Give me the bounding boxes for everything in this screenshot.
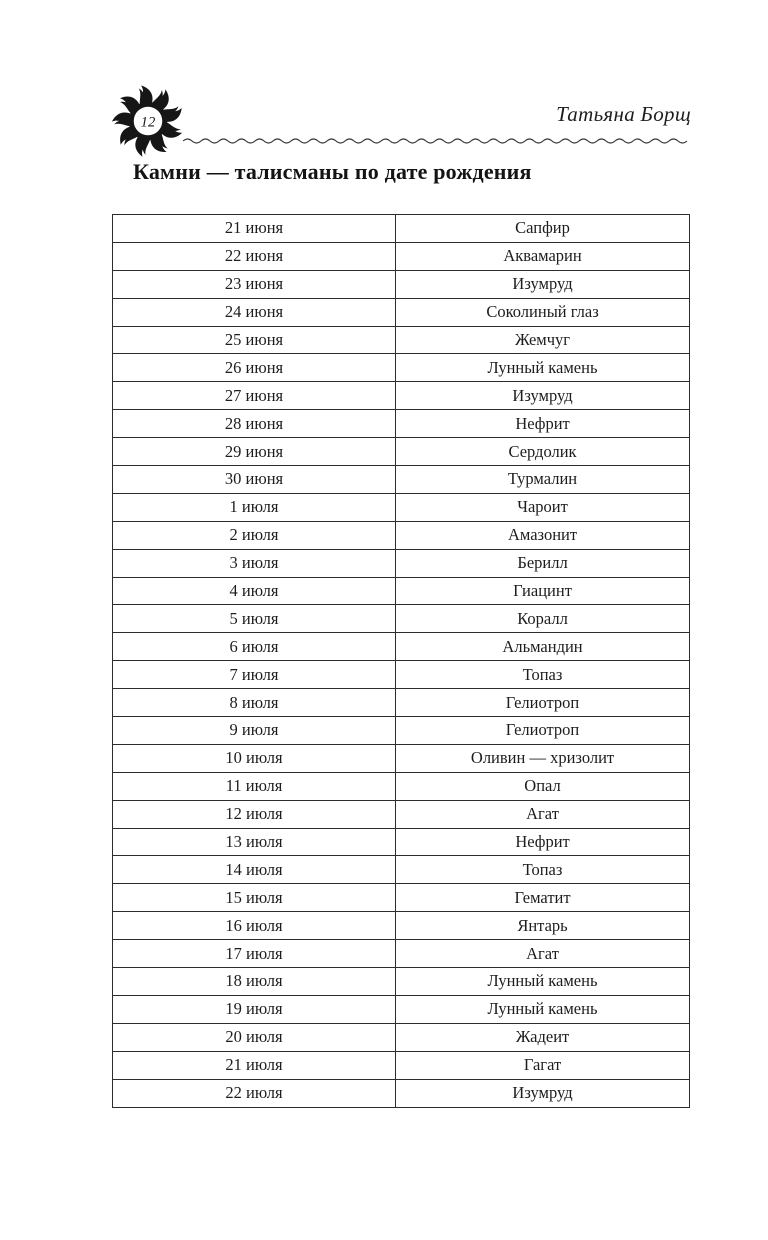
section-title: Камни — талисманы по дате рождения [133, 159, 532, 184]
date-cell: 24 июня [113, 298, 396, 326]
stone-cell: Нефрит [396, 828, 690, 856]
table-row [113, 1079, 690, 1107]
date-cell: 17 июля [113, 940, 396, 968]
page-number: 12 [140, 114, 156, 131]
stone-cell: Топаз [396, 856, 690, 884]
table-row [113, 382, 690, 410]
table-row [113, 744, 690, 772]
stone-cell: Опал [396, 772, 690, 800]
date-cell: 27 июня [113, 382, 396, 410]
date-cell: 9 июля [113, 717, 396, 745]
date-cell: 30 июня [113, 466, 396, 494]
date-cell: 1 июля [113, 493, 396, 521]
stones-table-body [113, 215, 690, 1108]
stone-cell: Лунный камень [396, 354, 690, 382]
stone-cell: Берилл [396, 549, 690, 577]
date-cell: 26 июня [113, 354, 396, 382]
table-row [113, 689, 690, 717]
table-row [113, 884, 690, 912]
wavy-divider [183, 136, 692, 146]
date-cell: 3 июля [113, 549, 396, 577]
table-row [113, 1023, 690, 1051]
stone-cell: Агат [396, 940, 690, 968]
date-cell: 4 июля [113, 577, 396, 605]
table-row [113, 717, 690, 745]
stone-cell: Изумруд [396, 270, 690, 298]
table-row [113, 577, 690, 605]
date-cell: 11 июля [113, 772, 396, 800]
table-row [113, 661, 690, 689]
stone-cell: Чароит [396, 493, 690, 521]
table-row [113, 772, 690, 800]
date-cell: 15 июля [113, 884, 396, 912]
table-row [113, 298, 690, 326]
table-row [113, 242, 690, 270]
table-row [113, 493, 690, 521]
stone-cell: Соколиный глаз [396, 298, 690, 326]
date-cell: 25 июня [113, 326, 396, 354]
stone-cell: Амазонит [396, 521, 690, 549]
stone-cell: Оливин — хризолит [396, 744, 690, 772]
date-cell: 18 июля [113, 968, 396, 996]
stone-cell: Сапфир [396, 215, 690, 243]
table-row [113, 1051, 690, 1079]
date-cell: 8 июля [113, 689, 396, 717]
stone-cell: Гелиотроп [396, 689, 690, 717]
table-row [113, 968, 690, 996]
table-row [113, 326, 690, 354]
date-cell: 29 июня [113, 438, 396, 466]
table-row [113, 605, 690, 633]
stone-cell: Гелиотроп [396, 717, 690, 745]
date-cell: 20 июля [113, 1023, 396, 1051]
stone-cell: Топаз [396, 661, 690, 689]
date-cell: 10 июля [113, 744, 396, 772]
date-cell: 21 июня [113, 215, 396, 243]
table-row [113, 354, 690, 382]
date-cell: 21 июля [113, 1051, 396, 1079]
date-cell: 7 июля [113, 661, 396, 689]
table-row [113, 995, 690, 1023]
date-cell: 2 июля [113, 521, 396, 549]
date-cell: 22 июня [113, 242, 396, 270]
stone-cell: Янтарь [396, 912, 690, 940]
table-row [113, 828, 690, 856]
stone-cell: Изумруд [396, 1079, 690, 1107]
date-cell: 19 июля [113, 995, 396, 1023]
stone-cell: Агат [396, 800, 690, 828]
stone-cell: Сердолик [396, 438, 690, 466]
stone-cell: Гиацинт [396, 577, 690, 605]
table-row [113, 912, 690, 940]
stone-cell: Альмандин [396, 633, 690, 661]
table-row [113, 856, 690, 884]
table-row [113, 633, 690, 661]
date-cell: 16 июля [113, 912, 396, 940]
stone-cell: Турмалин [396, 466, 690, 494]
date-cell: 12 июля [113, 800, 396, 828]
stone-cell: Гагат [396, 1051, 690, 1079]
table-row [113, 466, 690, 494]
stone-cell: Нефрит [396, 410, 690, 438]
date-cell: 13 июля [113, 828, 396, 856]
sun-ornament-icon [108, 84, 188, 158]
stone-cell: Жадеит [396, 1023, 690, 1051]
table-row [113, 549, 690, 577]
table-row [113, 438, 690, 466]
table-row [113, 410, 690, 438]
date-cell: 28 июня [113, 410, 396, 438]
date-cell: 14 июля [113, 856, 396, 884]
birthstone-table [112, 214, 690, 1108]
table-row [113, 521, 690, 549]
table-row [113, 215, 690, 243]
stone-cell: Коралл [396, 605, 690, 633]
table-row [113, 270, 690, 298]
date-cell: 23 июня [113, 270, 396, 298]
table-row [113, 800, 690, 828]
stone-cell: Жемчуг [396, 326, 690, 354]
stone-cell: Изумруд [396, 382, 690, 410]
date-cell: 6 июля [113, 633, 396, 661]
stone-cell: Лунный камень [396, 968, 690, 996]
table-row [113, 940, 690, 968]
wavy-line-path [183, 139, 687, 143]
running-head-author: Татьяна Борщ [556, 102, 691, 126]
date-cell: 5 июля [113, 605, 396, 633]
stone-cell: Лунный камень [396, 995, 690, 1023]
stone-cell: Аквамарин [396, 242, 690, 270]
date-cell: 22 июля [113, 1079, 396, 1107]
stone-cell: Гематит [396, 884, 690, 912]
